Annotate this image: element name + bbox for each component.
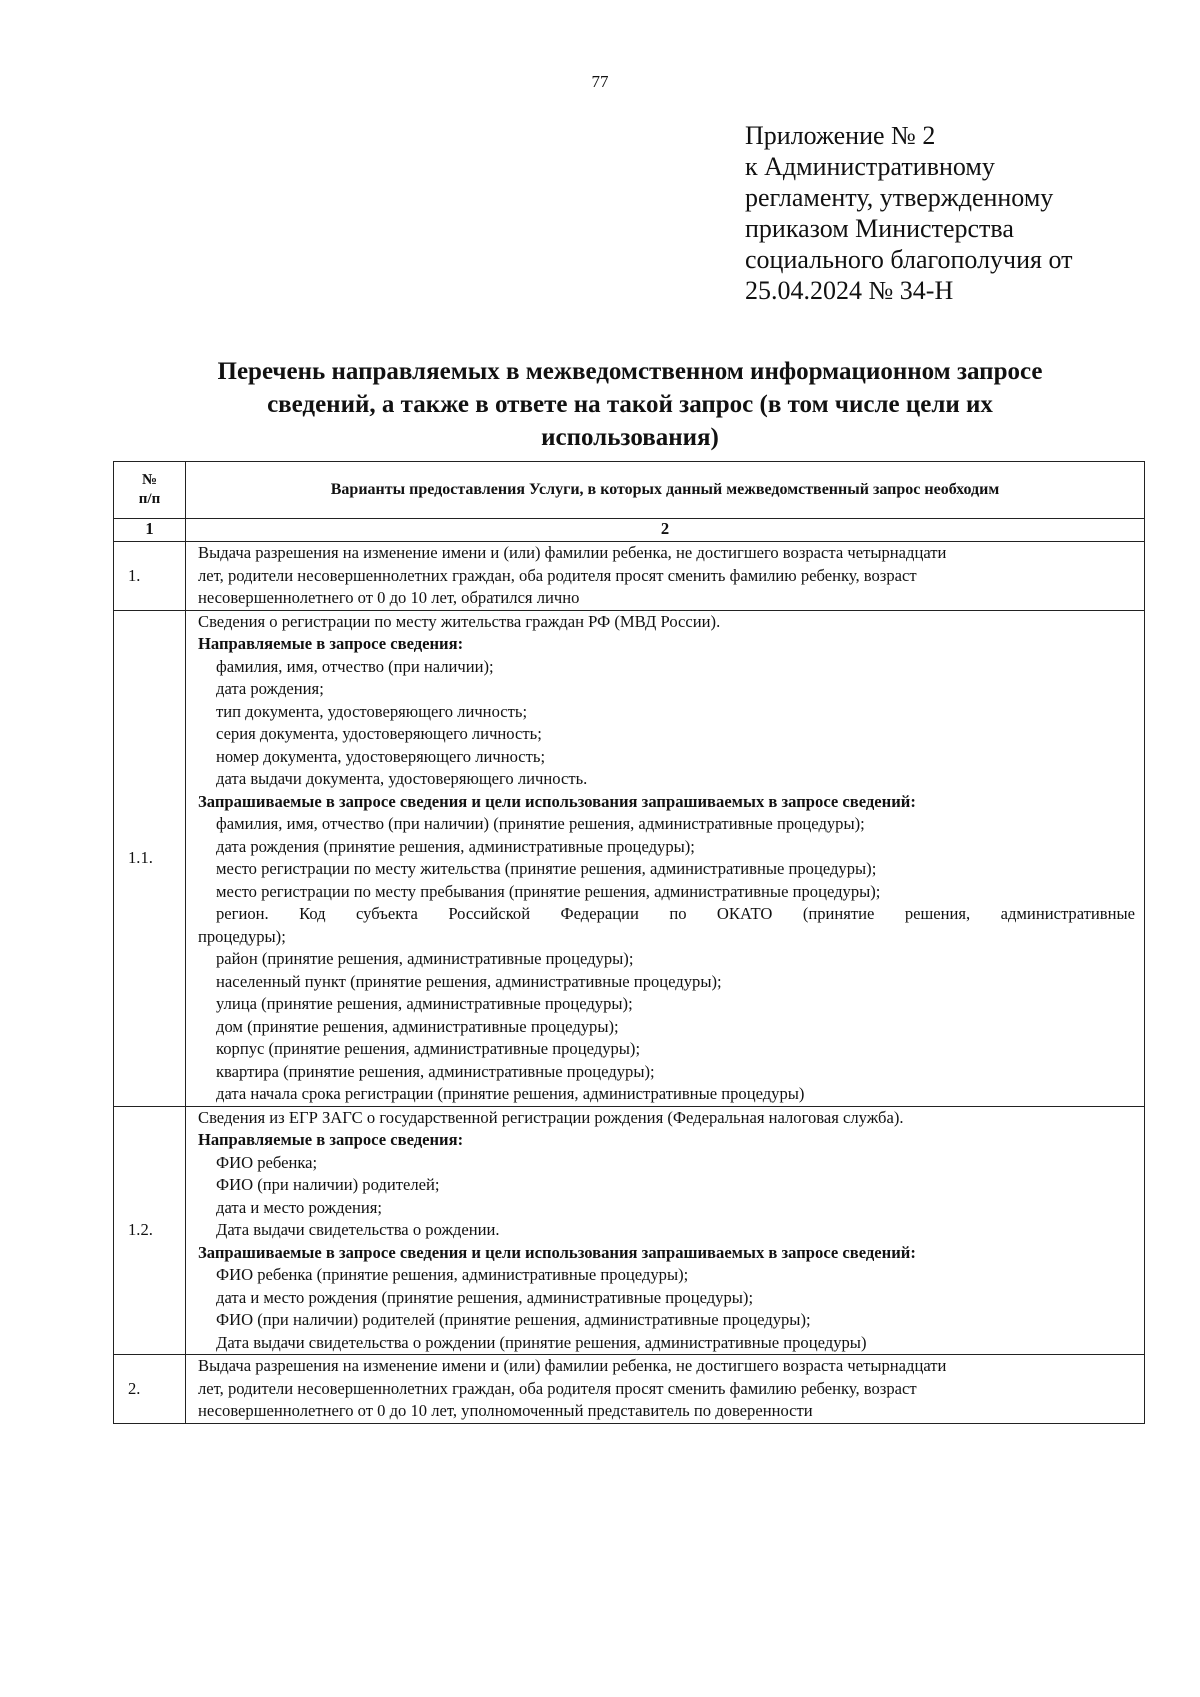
list-item: ФИО ребенка; — [216, 1152, 318, 1172]
title-line: использования) — [541, 424, 719, 451]
request-intro: Сведения из ЕГР ЗАГС о государственной регистрации рождения (Федеральная налоговая служба). — [198, 1107, 904, 1127]
list-item: дом (принятие решения, административные процедуры); — [216, 1016, 619, 1036]
text-line: несовершеннолетнего от 0 до 10 лет, уполномоченный представитель по доверенности — [198, 1401, 813, 1420]
requests-table — [113, 461, 1145, 1424]
list-item: дата и место рождения; — [216, 1197, 382, 1217]
list-item: Дата выдачи свидетельства о рождении. — [216, 1220, 500, 1239]
text-line: лет, родители несовершеннолетних граждан, оба родителя просят сменить фамилию ребенку, возраст — [198, 1378, 917, 1398]
table-row — [114, 542, 1145, 611]
list-item: дата рождения; — [216, 679, 324, 698]
list-item: регион. Код субъекта Российской Федерации по ОКАТО (принятие решения, административные — [216, 904, 1135, 923]
list-item: Дата выдачи свидетельства о рождении (принятие решения, административные процедуры) — [216, 1332, 867, 1352]
row-content — [186, 1355, 1145, 1424]
row-content — [186, 610, 1145, 1106]
list-item: место регистрации по месту жительства (принятие решения, административные процедуры); — [216, 859, 877, 878]
row-number: 1.1. — [114, 610, 186, 1106]
header-num-abbr: п/п — [138, 491, 161, 507]
column-index-row — [114, 519, 1145, 542]
annex-line: Приложение № 2 — [745, 121, 936, 150]
requested-data-heading: Запрашиваемые в запросе сведения и цели использования запрашиваемых в запросе сведений: — [198, 791, 916, 811]
header-num-symbol: № — [141, 472, 158, 488]
annex-line: приказом Министерства — [745, 214, 1014, 243]
list-item: дата рождения (принятие решения, административные процедуры); — [216, 836, 695, 856]
list-item: ФИО ребенка (принятие решения, административные процедуры); — [216, 1265, 689, 1284]
annex-block — [745, 120, 1175, 306]
list-item: улица (принятие решения, административные процедуры); — [216, 994, 633, 1013]
row-content — [186, 542, 1145, 611]
list-item: населенный пункт (принятие решения, административные процедуры); — [216, 971, 722, 991]
annex-line: 25.04.2024 № 34-Н — [745, 276, 954, 305]
list-item: фамилия, имя, отчество (при наличии); — [216, 656, 494, 676]
text-line: лет, родители несовершеннолетних граждан, оба родителя просят сменить фамилию ребенку, возраст — [198, 565, 917, 585]
annex-line: к Административному — [745, 152, 995, 181]
text-line: несовершеннолетнего от 0 до 10 лет, обратился лично — [198, 588, 580, 607]
list-item: место регистрации по месту пребывания (принятие решения, административные процедуры); — [216, 881, 881, 901]
list-item: фамилия, имя, отчество (при наличии) (принятие решения, административные процедуры); — [216, 814, 865, 833]
table-row — [114, 610, 1145, 1106]
list-item: квартира (принятие решения, административные процедуры); — [216, 1061, 655, 1081]
list-item: корпус (принятие решения, административные процедуры); — [216, 1039, 641, 1058]
row-content — [186, 1106, 1145, 1355]
request-intro: Сведения о регистрации по месту жительства граждан РФ (МВД России). — [198, 611, 721, 631]
document-title — [140, 355, 1120, 454]
list-item: дата начала срока регистрации (принятие решения, административные процедуры) — [216, 1084, 805, 1103]
title-line: Перечень направляемых в межведомственном информационном запросе — [217, 358, 1043, 385]
title-line: сведений, а также в ответе на такой запрос (в том числе цели их — [267, 391, 993, 418]
text-line: Выдача разрешения на изменение имени и (или) фамилии ребенка, не достигшего возраста четырнадцати — [198, 543, 947, 562]
list-item: дата выдачи документа, удостоверяющего личность. — [216, 769, 588, 788]
table-row — [114, 1106, 1145, 1355]
annex-line: регламенту, утвержденному — [745, 183, 1054, 212]
list-item: ФИО (при наличии) родителей; — [216, 1175, 440, 1194]
sent-data-heading: Направляемые в запросе сведения: — [198, 1130, 464, 1149]
annex-line: социального благополучия от — [745, 245, 1073, 274]
row-number: 1. — [114, 542, 186, 611]
column-index-2: 2 — [186, 519, 1145, 542]
list-item: номер документа, удостоверяющего личность; — [216, 746, 546, 766]
requested-data-heading: Запрашиваемые в запросе сведения и цели использования запрашиваемых в запросе сведений: — [198, 1242, 916, 1262]
page-number: 77 — [591, 72, 609, 91]
row-number: 1.2. — [114, 1106, 186, 1355]
list-item-continuation: процедуры); — [198, 926, 286, 946]
table-header-row — [114, 462, 1145, 519]
row-number: 2. — [114, 1355, 186, 1424]
header-number-cell — [114, 462, 186, 519]
table-row — [114, 1355, 1145, 1424]
list-item: дата и место рождения (принятие решения, административные процедуры); — [216, 1287, 754, 1307]
list-item: тип документа, удостоверяющего личность; — [216, 701, 528, 721]
list-item: ФИО (при наличии) родителей (принятие решения, административные процедуры); — [216, 1310, 811, 1329]
sent-data-heading: Направляемые в запросе сведения: — [198, 634, 464, 653]
list-item: серия документа, удостоверяющего личность; — [216, 724, 542, 743]
list-item: район (принятие решения, административные процедуры); — [216, 949, 634, 968]
column-index-1: 1 — [114, 519, 186, 542]
text-line: Выдача разрешения на изменение имени и (или) фамилии ребенка, не достигшего возраста четырнадцати — [198, 1356, 947, 1375]
header-variants-cell: Варианты предоставления Услуги, в которых данный межведомственный запрос необходим — [186, 462, 1145, 519]
